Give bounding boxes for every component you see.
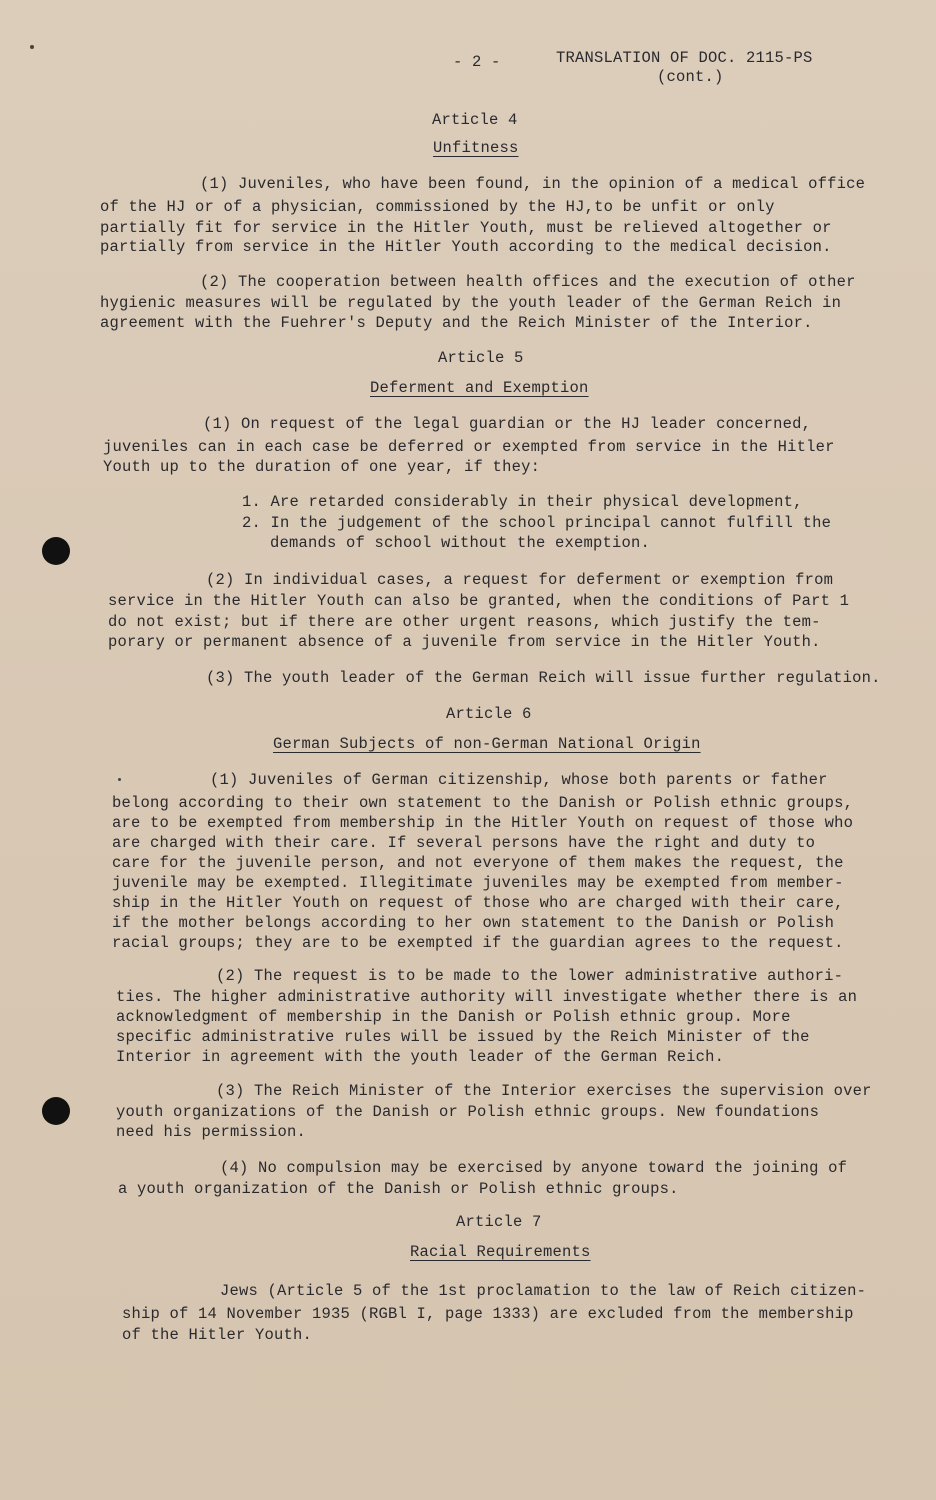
article-5-p3: (3) The youth leader of the German Reich will issue further regulation.	[206, 669, 881, 687]
article-5-p2-line: service in the Hitler Youth can also be granted, when the conditions of Part 1	[108, 592, 850, 610]
article-6-p1-line: are charged with their care. If several persons have the right and duty to	[112, 834, 816, 852]
article-6-p1-line: if the mother belongs according to her own statement to the Danish or Polish	[112, 914, 835, 932]
article-4-p2-line: hygienic measures will be regulated by the youth leader of the German Reich in	[100, 294, 842, 312]
article-4-heading: Article 4	[432, 111, 518, 129]
page-number: - 2 -	[453, 53, 501, 71]
article-7-subheading: Racial Requirements	[410, 1243, 591, 1261]
article-6-p1-line: care for the juvenile person, and not everyone of them makes the request, the	[112, 854, 844, 872]
article-5-p2-line: (2) In individual cases, a request for deferment or exemption from	[206, 571, 834, 589]
article-4-p1-line: of the HJ or of a physician, commissioned by the HJ,to be unfit or only	[100, 198, 775, 216]
article-5-p2-line: porary or permanent absence of a juvenile from service in the Hitler Youth.	[108, 633, 821, 651]
article-5-heading: Article 5	[438, 349, 524, 367]
article-5-list-item: 2. In the judgement of the school principal cannot fulfill the	[242, 514, 832, 532]
article-6-heading: Article 6	[446, 705, 532, 723]
article-6-p1-line: ship in the Hitler Youth on request of those who are charged with their care,	[112, 894, 844, 912]
article-6-p3-line: need his permission.	[116, 1123, 307, 1141]
article-6-p1-line: racial groups; they are to be exempted if the guardian agrees to the request.	[112, 934, 844, 952]
article-5-list-item: demands of school without the exemption.	[270, 534, 651, 552]
article-5-list-item: 1. Are retarded considerably in their physical development,	[242, 493, 803, 511]
article-6-p1-line: juvenile may be exempted. Illegitimate juveniles may be exempted from member-	[112, 874, 844, 892]
article-6-p4-line: (4) No compulsion may be exercised by anyone toward the joining of	[220, 1159, 848, 1177]
article-5-subheading: Deferment and Exemption	[370, 379, 589, 397]
article-6-p2-line: (2) The request is to be made to the lower administrative authori-	[216, 967, 844, 985]
punch-hole	[42, 1097, 70, 1125]
article-6-p2-line: specific administrative rules will be issued by the Reich Minister of the	[116, 1028, 810, 1046]
article-7-p1-line: of the Hitler Youth.	[122, 1326, 313, 1344]
article-6-p1-line: belong according to their own statement to the Danish or Polish ethnic groups,	[112, 794, 854, 812]
article-5-p1-line: Youth up to the duration of one year, if they:	[103, 458, 541, 476]
article-6-p4-line: a youth organization of the Danish or Polish ethnic groups.	[118, 1180, 679, 1198]
article-6-subheading: German Subjects of non-German National Origin	[273, 735, 701, 753]
article-6-p2-line: Interior in agreement with the youth leader of the German Reich.	[116, 1048, 725, 1066]
article-5-p1-line: (1) On request of the legal guardian or the HJ leader concerned,	[203, 415, 812, 433]
article-7-p1-line: ship of 14 November 1935 (RGBl I, page 1333) are excluded from the membership	[122, 1305, 854, 1323]
article-6-p1-line: are to be exempted from membership in the Hitler Youth on request of those who	[112, 814, 854, 832]
article-4-p2-line: (2) The cooperation between health offices and the execution of other	[200, 273, 856, 291]
article-6-p3-line: youth organizations of the Danish or Polish ethnic groups. New foundations	[116, 1103, 820, 1121]
article-5-p2-line: do not exist; but if there are other urgent reasons, which justify the tem-	[108, 613, 821, 631]
article-6-p1-line: (1) Juveniles of German citizenship, whose both parents or father	[210, 771, 828, 789]
article-4-p2-line: agreement with the Fuehrer's Deputy and the Reich Minister of the Interior.	[100, 314, 813, 332]
article-6-p2-line: ties. The higher administrative authority will investigate whether there is an	[116, 988, 858, 1006]
article-6-p2-line: acknowledgment of membership in the Danish or Polish ethnic group. More	[116, 1008, 791, 1026]
article-7-p1-line: Jews (Article 5 of the 1st proclamation to the law of Reich citizen-	[220, 1282, 867, 1300]
article-6-p3-line: (3) The Reich Minister of the Interior exercises the supervision over	[216, 1082, 872, 1100]
document-continued: (cont.)	[657, 68, 724, 86]
paper-speck	[30, 45, 34, 49]
article-4-p1-line: partially fit for service in the Hitler Youth, must be relieved altogether or	[100, 219, 832, 237]
article-5-p1-line: juveniles can in each case be deferred or exempted from service in the Hitler	[103, 438, 835, 456]
article-4-subheading: Unfitness	[433, 139, 519, 157]
article-4-p1-line: (1) Juveniles, who have been found, in the opinion of a medical office	[200, 175, 866, 193]
article-7-heading: Article 7	[456, 1213, 542, 1231]
paper-speck	[118, 778, 121, 781]
document-title: TRANSLATION OF DOC. 2115-PS	[556, 49, 813, 67]
punch-hole	[42, 537, 70, 565]
article-4-p1-line: partially from service in the Hitler Youth according to the medical decision.	[100, 238, 832, 256]
